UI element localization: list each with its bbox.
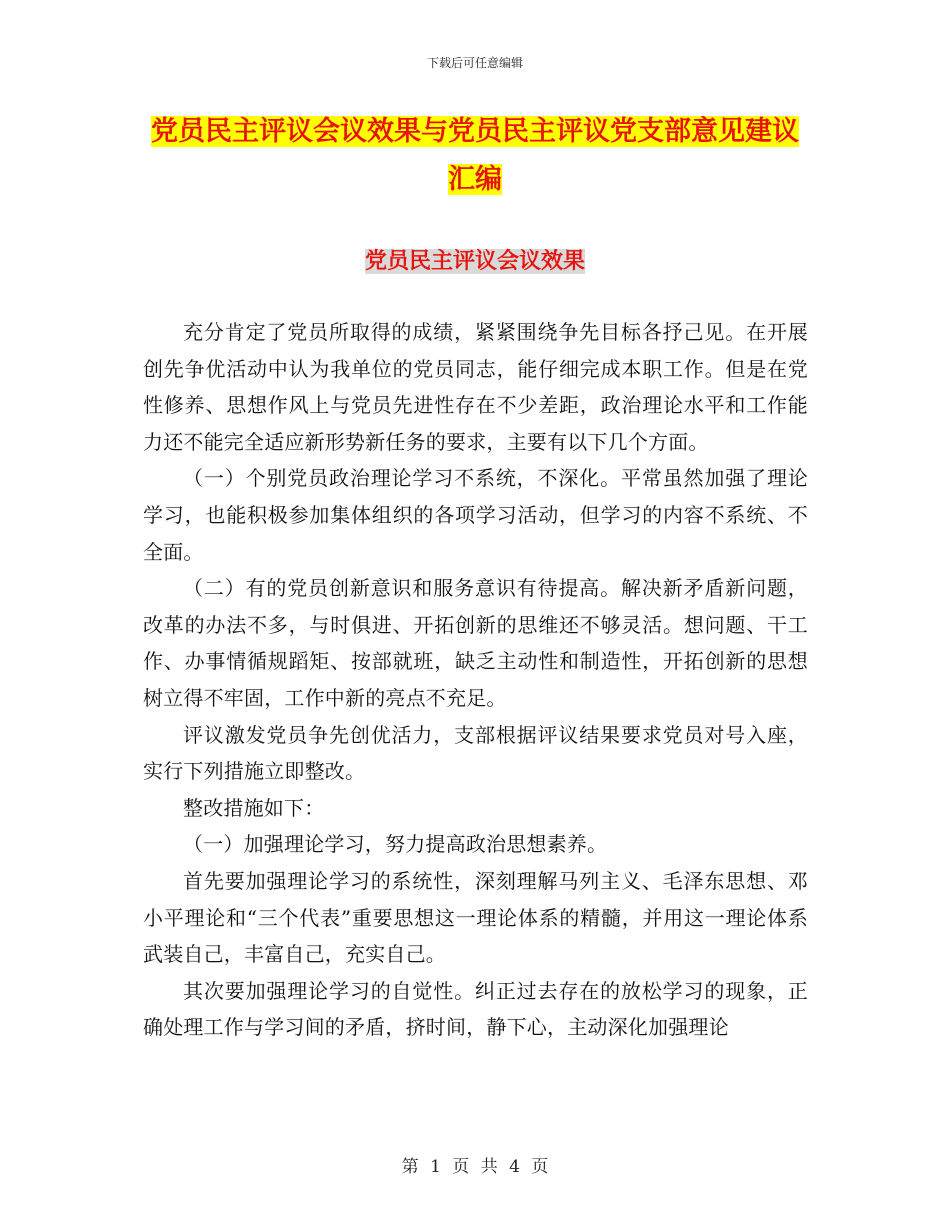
body-paragraph: 其次要加强理论学习的自觉性。纠正过去存在的放松学习的现象，正确处理工作与学习间的矛盾，挤时间，静下心，主动深化加强理论 — [143, 978, 808, 1040]
body-paragraph: （一）加强理论学习，努力提高政治思想素养。 — [183, 832, 608, 857]
body-paragraph: 充分肯定了党员所取得的成绩，紧紧围绕争先目标各抒己见。在开展创先争优活动中认为我单位的党员同志，能仔细完成本职工作。但是在党性修养、思想作风上与党员先进性存在不少差距，政治理论水平和工作能力还不能完全适应新形势新任务的要求，主要有以下几个方面。 — [143, 320, 808, 454]
section-title-text: 党员民主评议会议效果 — [364, 249, 585, 274]
page-header-note: 下载后可任意编辑 — [426, 56, 523, 70]
document-title — [140, 108, 810, 204]
body-paragraph: 整改措施如下： — [183, 795, 325, 820]
document-body — [143, 314, 808, 1046]
document-title-text: 党员民主评议会议效果与党员民主评议党支部意见建议汇编 — [151, 116, 799, 195]
body-paragraph: （一）个别党员政治理论学习不系统，不深化。平常虽然加强了理论学习，也能积极参加集体组织的各项学习活动，但学习的内容不系统、不全面。 — [143, 466, 808, 564]
section-title — [0, 244, 950, 280]
body-paragraph: 首先要加强理论学习的系统性，深刻理解马列主义、毛泽东思想、邓小平理论和“三个代表”重要思想这一理论体系的精髓，并用这一理论体系武装自己，丰富自己，充实自己。 — [143, 868, 808, 967]
page-footer-page-number: 第 1 页 共 4 页 — [401, 1157, 549, 1177]
body-paragraph: （二）有的党员创新意识和服务意识有待提高。解决新矛盾新问题，改革的办法不多，与时俱进、开拓创新的思维还不够灵活。想问题、干工作、办事情循规蹈矩、按部就班，缺乏主动性和制造性，开拓创新的思想树立得不牢固，工作中新的亮点不充足。 — [143, 576, 808, 710]
body-paragraph: 评议激发党员争先创优活力，支部根据评议结果要求党员对号入座，实行下列措施立即整改。 — [143, 722, 808, 784]
